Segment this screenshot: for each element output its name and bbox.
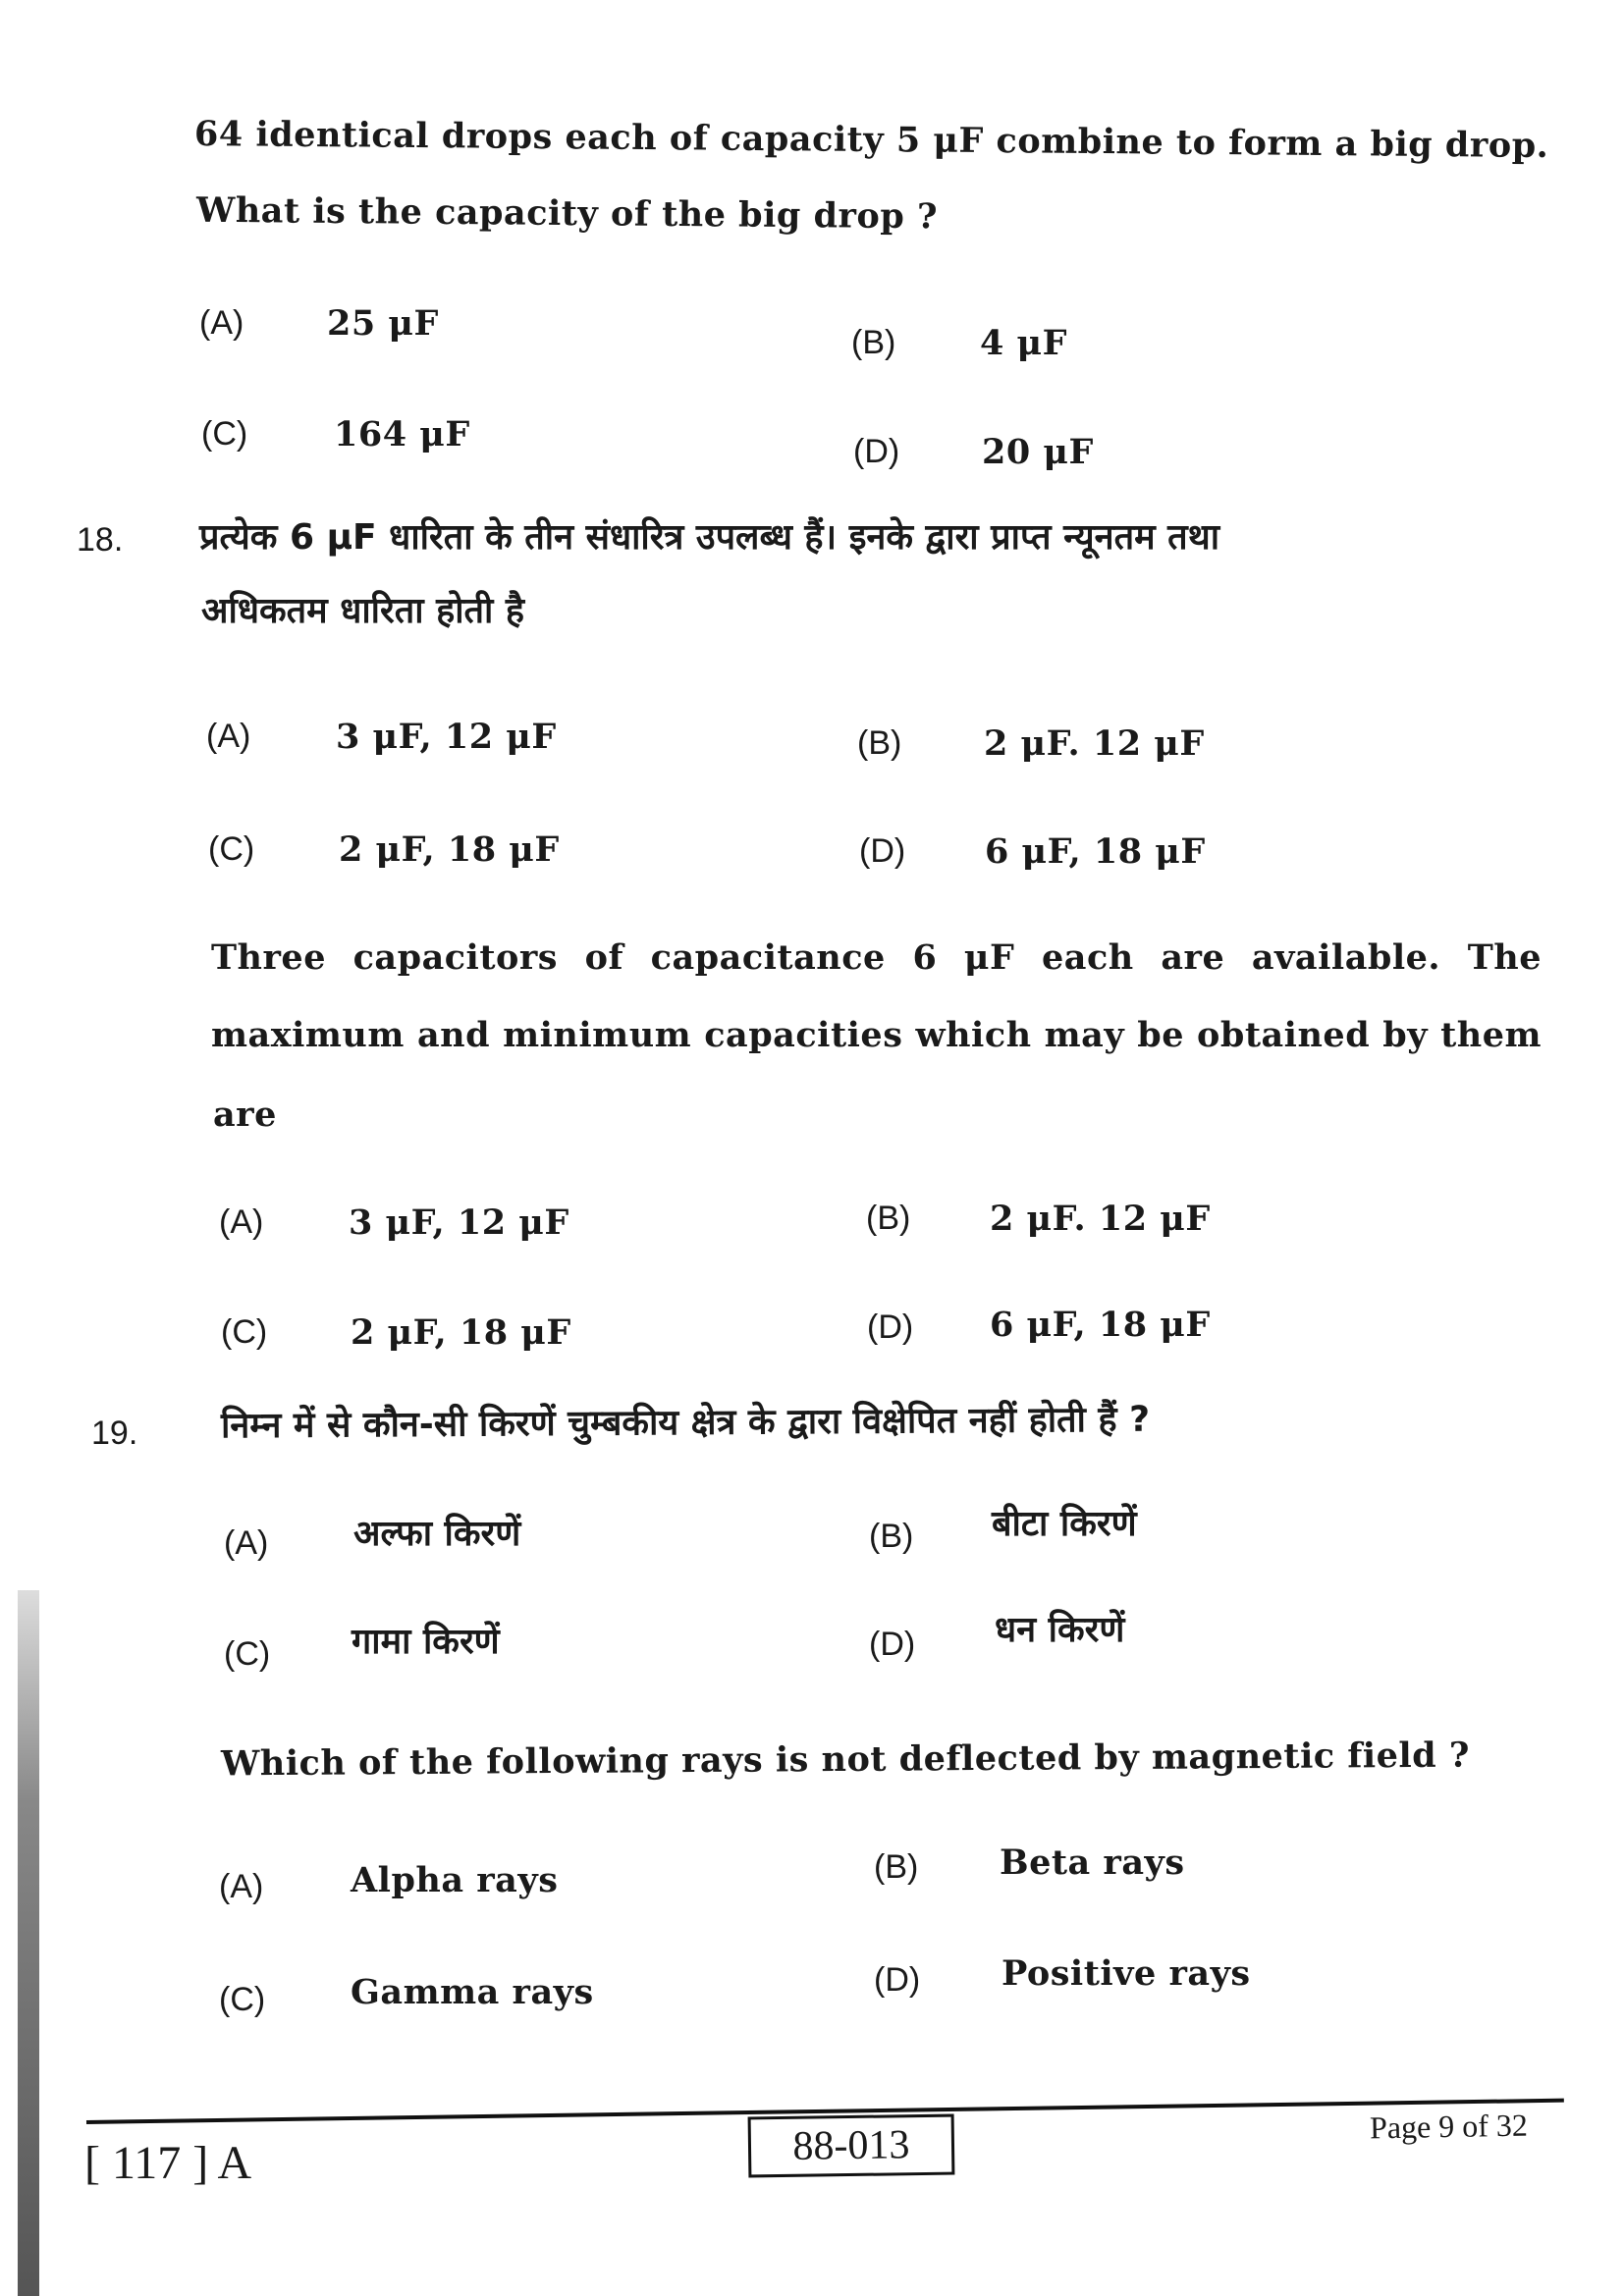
- q18-hi-option-c-value: 2 μF, 18 μF: [339, 829, 560, 870]
- q19-hi-option-c-value: गामा किरणें: [352, 1622, 500, 1662]
- footer-paper-code: 88-013: [748, 2114, 955, 2178]
- q17-option-b-label: (B): [851, 324, 896, 361]
- q19-number: 19.: [91, 1415, 138, 1452]
- q17-text-line2: What is the capacity of the big drop ?: [195, 189, 939, 238]
- scan-binding-edge: [18, 1590, 39, 2296]
- q17-option-d-label: (D): [853, 433, 900, 470]
- q18-hindi-line2: अधिकतम धारिता होती है: [201, 591, 525, 631]
- q18-hindi-line1: प्रत्येक 6 μF धारिता के तीन संधारित्र उपलब्ध हैं। इनके द्वारा प्राप्त न्यूनतम तथा: [199, 517, 1220, 558]
- q17-option-a-value: 25 μF: [327, 303, 439, 344]
- q17-option-c-value: 164 μF: [334, 414, 470, 454]
- q19-hi-option-d-label: (D): [869, 1626, 916, 1663]
- q18-hi-option-b-label: (B): [857, 724, 902, 762]
- q18-hi-option-d-value: 6 μF, 18 μF: [985, 831, 1206, 872]
- q19-en-option-b-value: Beta rays: [1000, 1842, 1185, 1883]
- q19-en-option-a-value: Alpha rays: [351, 1860, 559, 1900]
- q17-text-line1: 64 identical drops each of capacity 5 μF combine to form a big drop.: [193, 113, 1549, 167]
- q18-hi-option-d-label: (D): [859, 832, 906, 870]
- footer-page-number: Page 9 of 32: [1369, 2107, 1529, 2146]
- q19-hi-option-b-label: (B): [869, 1518, 914, 1555]
- q17-option-a-label: (A): [199, 304, 244, 342]
- q18-en-option-a-label: (A): [219, 1203, 264, 1241]
- q18-en-option-c-label: (C): [221, 1313, 268, 1351]
- q18-en-option-b-value: 2 μF. 12 μF: [990, 1199, 1211, 1239]
- q19-hi-option-c-label: (C): [224, 1635, 271, 1673]
- q17-option-d-value: 20 μF: [982, 432, 1094, 472]
- q19-en-option-c-value: Gamma rays: [351, 1972, 594, 2012]
- q18-english-line3: are: [213, 1095, 277, 1135]
- q19-hi-option-a-value: अल्फा किरणें: [353, 1514, 521, 1554]
- q18-hi-option-b-value: 2 μF. 12 μF: [984, 723, 1205, 764]
- q18-en-option-b-label: (B): [866, 1200, 911, 1237]
- q18-en-option-a-value: 3 μF, 12 μF: [349, 1202, 569, 1243]
- q17-option-c-label: (C): [201, 415, 248, 453]
- q19-en-option-d-value: Positive rays: [1001, 1953, 1251, 1994]
- q18-english-line1: Three capacitors of capacitance 6 μF each are available. The: [211, 937, 1542, 978]
- q18-en-option-d-label: (D): [867, 1308, 914, 1346]
- q19-hindi-line: निम्न में से कौन-सी किरणें चुम्बकीय क्षेत्र के द्वारा विक्षेपित नहीं होती हैं ?: [220, 1399, 1151, 1447]
- q18-number: 18.: [77, 521, 124, 559]
- q18-english-line2: maximum and minimum capacities which may be obtained by them: [211, 1015, 1542, 1055]
- q18-en-option-d-value: 6 μF, 18 μF: [990, 1305, 1211, 1345]
- q19-hi-option-a-label: (A): [224, 1524, 269, 1562]
- footer-series: [ 117 ] A: [84, 2137, 252, 2189]
- q18-hi-option-a-label: (A): [206, 718, 251, 755]
- q17-option-b-value: 4 μF: [980, 323, 1068, 363]
- q19-hi-option-b-value: बीटा किरणें: [992, 1504, 1137, 1544]
- q18-hi-option-c-label: (C): [208, 830, 255, 868]
- q19-hi-option-d-value: धन किरणें: [995, 1610, 1125, 1650]
- q19-en-option-d-label: (D): [874, 1961, 921, 1999]
- q19-english-line: Which of the following rays is not deflected by magnetic field ?: [220, 1735, 1471, 1785]
- q19-en-option-a-label: (A): [219, 1868, 264, 1905]
- q18-hi-option-a-value: 3 μF, 12 μF: [336, 717, 557, 757]
- q19-en-option-b-label: (B): [874, 1848, 919, 1886]
- q19-en-option-c-label: (C): [219, 1981, 266, 2018]
- q18-en-option-c-value: 2 μF, 18 μF: [351, 1312, 571, 1353]
